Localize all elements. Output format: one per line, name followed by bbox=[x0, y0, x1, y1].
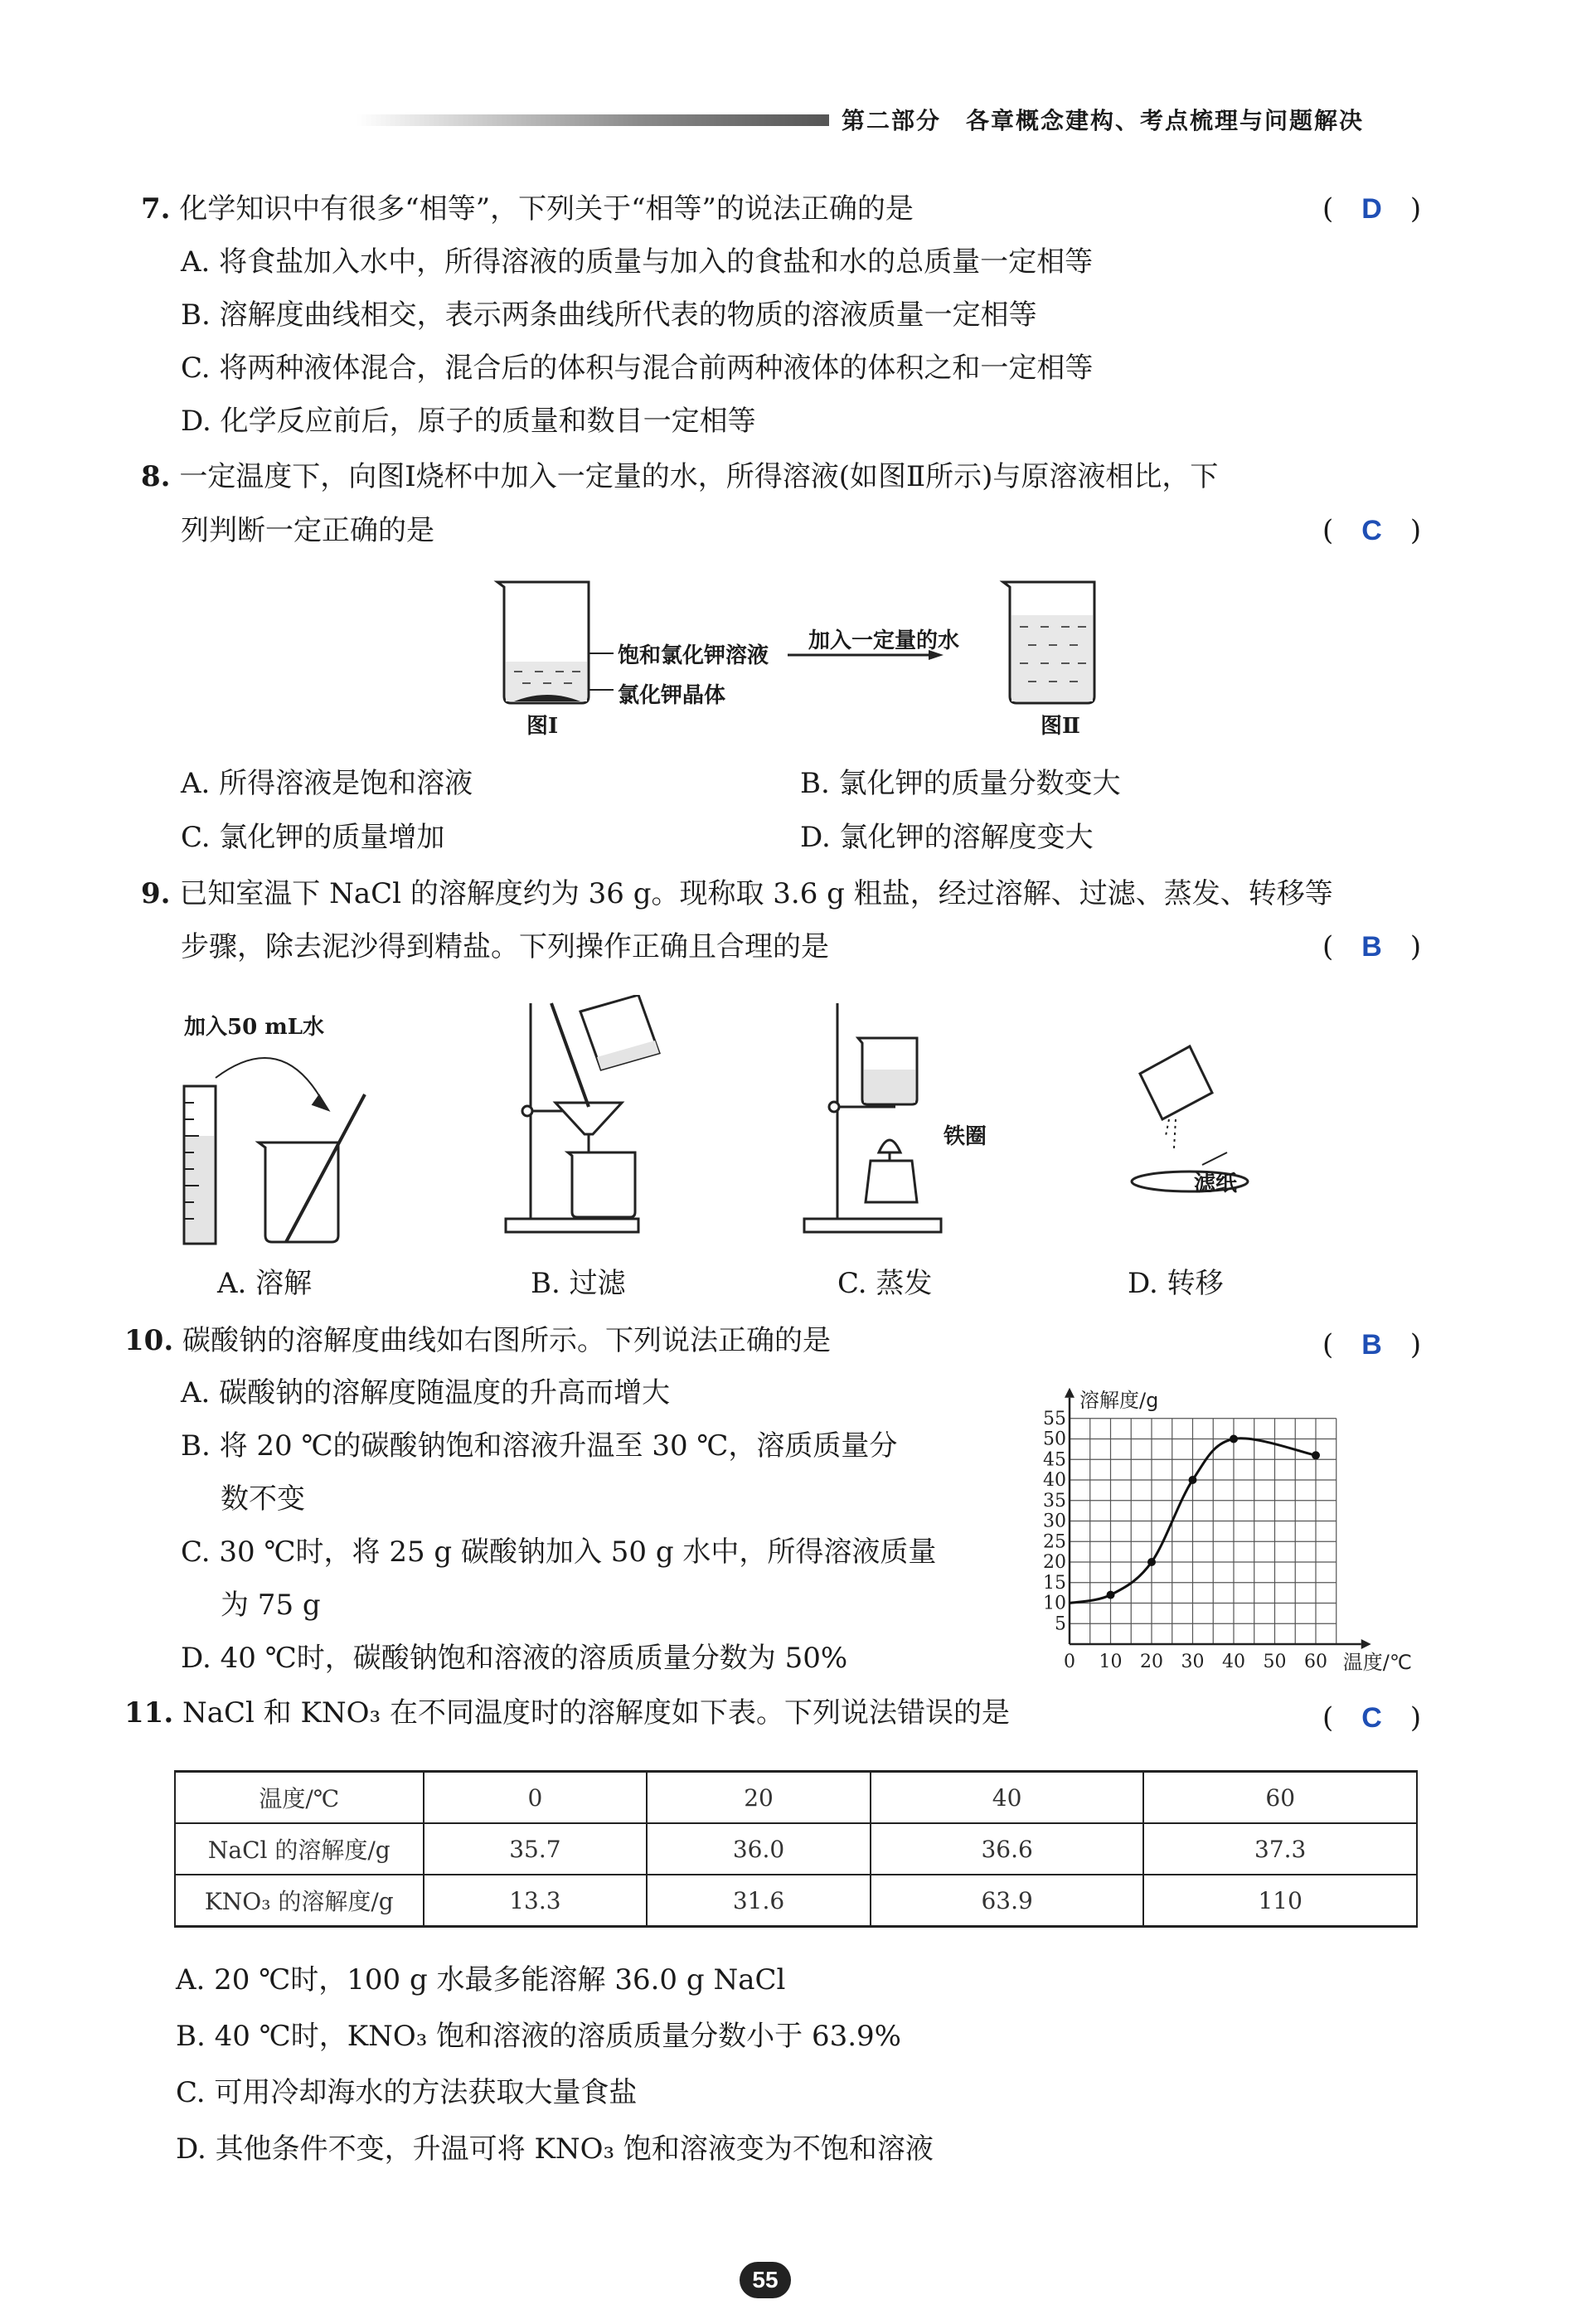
q8-option-c: C. 氯化钾的质量增加 bbox=[181, 821, 445, 854]
answer-letter: D bbox=[1361, 193, 1382, 225]
y-tick-label: 50 bbox=[1043, 1429, 1066, 1450]
dissolve-apparatus bbox=[184, 1058, 365, 1244]
q7-option-c: C. 将两种液体混合，混合后的体积与混合前两种液体的体积之和一定相等 bbox=[181, 352, 1094, 385]
q9-option-d: D. 转移 bbox=[1128, 1267, 1224, 1300]
question-number: 7. bbox=[141, 192, 171, 226]
answer-letter: C bbox=[1361, 1702, 1382, 1734]
table-cell: 31.6 bbox=[647, 1875, 871, 1927]
x-tick-label: 0 bbox=[1064, 1652, 1075, 1672]
question-number: 8. bbox=[141, 460, 171, 493]
solution-level-2 bbox=[1011, 615, 1093, 701]
data-point bbox=[1312, 1451, 1320, 1459]
answer-letter: B bbox=[1361, 931, 1382, 963]
q10-option-a: A. 碳酸钠的溶解度随温度的升高而增大 bbox=[181, 1376, 671, 1409]
question-text: 化学知识中有很多“相等”，下列关于“相等”的说法正确的是 bbox=[179, 192, 914, 226]
table-cell: 63.9 bbox=[871, 1875, 1144, 1927]
q11-option-b: B. 40 ℃时，KNO₃ 饱和溶液的溶质质量分数小于 63.9% bbox=[176, 2020, 901, 2053]
x-tick-label: 20 bbox=[1140, 1652, 1163, 1672]
table-cell: 0 bbox=[424, 1772, 648, 1824]
filter-apparatus bbox=[506, 995, 659, 1232]
table-cell: NaCl 的溶解度/g bbox=[175, 1823, 424, 1875]
y-tick-label: 10 bbox=[1043, 1593, 1066, 1614]
q9-option-a: A. 溶解 bbox=[217, 1267, 313, 1300]
q7-option-a: A. 将食盐加入水中，所得溶液的质量与加入的食盐和水的总质量一定相等 bbox=[181, 245, 1094, 279]
header-decor-bar bbox=[357, 114, 829, 126]
header-title: 第二部分 各章概念建构、考点梳理与问题解决 bbox=[842, 107, 1365, 134]
answer-letter: B bbox=[1361, 1329, 1382, 1361]
question-9-stem-line2: 步骤，除去泥沙得到精盐。下列操作正确且合理的是 bbox=[181, 930, 829, 963]
q10-option-c-cont: 为 75 g bbox=[221, 1589, 321, 1622]
solubility-table bbox=[174, 1770, 1418, 1928]
q8-option-d: D. 氯化钾的溶解度变大 bbox=[800, 821, 1094, 854]
q11-option-a: A. 20 ℃时，100 g 水最多能溶解 36.0 g NaCl bbox=[176, 1963, 786, 1997]
q10-option-d: D. 40 ℃时，碳酸钠饱和溶液的溶质质量分数为 50% bbox=[181, 1642, 848, 1675]
q8-option-a: A. 所得溶液是饱和溶液 bbox=[181, 767, 473, 800]
question-10-stem bbox=[124, 1324, 831, 1357]
question-number: 9. bbox=[141, 877, 171, 910]
table-row bbox=[175, 1875, 1417, 1927]
data-point bbox=[1107, 1591, 1115, 1599]
q9-option-c: C. 蒸发 bbox=[837, 1267, 933, 1300]
answer-9: ( B ) bbox=[1322, 930, 1422, 963]
caption-fig-2: 图Ⅱ bbox=[1041, 714, 1080, 739]
table-cell: 13.3 bbox=[424, 1875, 648, 1927]
label-saturated-kcl: 饱和氯化钾溶液 bbox=[618, 643, 769, 668]
question-8-stem-line2: 列判断一定正确的是 bbox=[181, 514, 434, 547]
data-point bbox=[1147, 1558, 1156, 1566]
question-number: 11. bbox=[124, 1696, 174, 1730]
y-tick-label: 40 bbox=[1043, 1470, 1066, 1491]
question-text: 已知室温下 NaCl 的溶解度约为 36 g。现称取 3.6 g 粗盐，经过溶解、过滤、蒸发、转移等 bbox=[179, 877, 1333, 910]
answer-letter: C bbox=[1361, 515, 1382, 546]
q7-option-b: B. 溶解度曲线相交，表示两条曲线所代表的物质的溶液质量一定相等 bbox=[181, 298, 1037, 332]
label-add-50ml-water: 加入50 mL水 bbox=[184, 1015, 325, 1040]
question-7-stem bbox=[141, 192, 914, 226]
y-tick-label: 15 bbox=[1043, 1572, 1066, 1594]
beaker-figure bbox=[489, 572, 1119, 738]
label-filter-paper: 滤纸 bbox=[1194, 1172, 1238, 1196]
q11-option-d: D. 其他条件不变，升温可将 KNO₃ 饱和溶液变为不饱和溶液 bbox=[176, 2132, 934, 2166]
y-tick-label: 55 bbox=[1043, 1408, 1066, 1429]
caption-fig-1: 图Ⅰ bbox=[526, 714, 559, 739]
label-add-water: 加入一定量的水 bbox=[808, 628, 960, 653]
table-cell: 37.3 bbox=[1143, 1823, 1417, 1875]
evaporate-apparatus bbox=[804, 1003, 941, 1232]
q10-option-b: B. 将 20 ℃的碳酸钠饱和溶液升温至 30 ℃，溶质质量分 bbox=[181, 1429, 898, 1463]
answer-10: ( B ) bbox=[1322, 1328, 1422, 1361]
y-tick-label: 20 bbox=[1043, 1552, 1066, 1573]
label-iron-ring: 铁圈 bbox=[944, 1124, 987, 1149]
question-9-stem bbox=[141, 877, 1333, 910]
data-point bbox=[1189, 1476, 1197, 1484]
table-cell: 36.6 bbox=[871, 1823, 1144, 1875]
x-axis-arrow bbox=[1361, 1639, 1371, 1649]
label-kcl-crystal: 氯化钾晶体 bbox=[618, 683, 726, 708]
q10-option-b-cont: 数不变 bbox=[221, 1482, 305, 1516]
table-cell: 温度/℃ bbox=[175, 1772, 424, 1824]
x-tick-label: 30 bbox=[1181, 1652, 1205, 1672]
data-point bbox=[1230, 1435, 1238, 1443]
question-text: 碳酸钠的溶解度曲线如右图所示。下列说法正确的是 bbox=[182, 1324, 831, 1357]
x-tick-label: 50 bbox=[1263, 1652, 1287, 1672]
table-cell: 20 bbox=[647, 1772, 871, 1824]
y-tick-label: 30 bbox=[1043, 1511, 1066, 1532]
solubility-chart bbox=[1020, 1380, 1426, 1696]
table-header-row bbox=[175, 1772, 1417, 1824]
x-tick-label: 60 bbox=[1304, 1652, 1327, 1672]
table-cell: 36.0 bbox=[647, 1823, 871, 1875]
table-cell: 35.7 bbox=[424, 1823, 648, 1875]
x-tick-label: 10 bbox=[1099, 1652, 1123, 1672]
q8-option-b: B. 氯化钾的质量分数变大 bbox=[800, 767, 1121, 800]
y-axis-label: 溶解度/g bbox=[1079, 1388, 1159, 1412]
table-row bbox=[175, 1823, 1417, 1875]
page-number: 55 bbox=[740, 2262, 791, 2298]
question-number: 10. bbox=[124, 1324, 174, 1357]
answer-11: ( C ) bbox=[1322, 1701, 1422, 1735]
table-cell: 40 bbox=[871, 1772, 1144, 1824]
x-axis-label: 温度/℃ bbox=[1342, 1651, 1412, 1674]
x-tick-label: 40 bbox=[1222, 1652, 1245, 1672]
q7-option-d: D. 化学反应前后，原子的质量和数目一定相等 bbox=[181, 405, 756, 438]
answer-7: ( D ) bbox=[1322, 192, 1422, 226]
y-tick-label: 45 bbox=[1043, 1449, 1066, 1471]
table-cell: KNO₃ 的溶解度/g bbox=[175, 1875, 424, 1927]
q9-option-b: B. 过滤 bbox=[531, 1267, 626, 1300]
answer-8: ( C ) bbox=[1322, 514, 1422, 547]
question-8-stem bbox=[141, 460, 1218, 493]
y-axis-arrow bbox=[1065, 1388, 1075, 1398]
q10-option-c: C. 30 ℃时，将 25 g 碳酸钠加入 50 g 水中，所得溶液质量 bbox=[181, 1536, 937, 1569]
question-11-stem bbox=[124, 1696, 1010, 1730]
question-text: NaCl 和 KNO₃ 在不同温度时的溶解度如下表。下列说法错误的是 bbox=[182, 1696, 1010, 1730]
y-tick-label: 5 bbox=[1055, 1613, 1066, 1635]
table-cell: 60 bbox=[1143, 1772, 1417, 1824]
lab-operations-figure bbox=[166, 995, 1343, 1252]
y-tick-label: 35 bbox=[1043, 1490, 1066, 1511]
table-cell: 110 bbox=[1143, 1875, 1417, 1927]
question-text: 一定温度下，向图Ⅰ烧杯中加入一定量的水，所得溶液(如图Ⅱ所示)与原溶液相比，下 bbox=[179, 460, 1219, 493]
y-tick-label: 25 bbox=[1043, 1531, 1066, 1553]
q11-option-c: C. 可用冷却海水的方法获取大量食盐 bbox=[176, 2076, 638, 2109]
